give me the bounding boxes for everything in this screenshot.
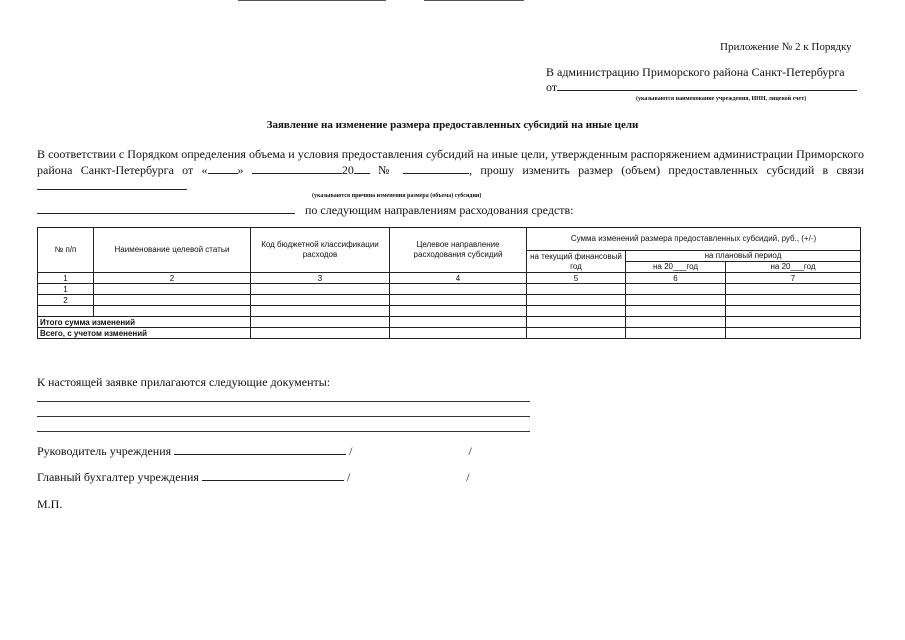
index-cell: 6 [626, 273, 726, 284]
table-cell[interactable] [390, 328, 527, 339]
total-with-label: Всего, с учетом изменений [38, 328, 251, 339]
table-cell[interactable] [251, 317, 390, 328]
scan-edge-line [424, 0, 524, 1]
index-cell: 4 [390, 273, 527, 284]
index-cell: 2 [94, 273, 251, 284]
order-number-blank[interactable] [403, 162, 469, 174]
quote-close: » [237, 163, 244, 177]
reason-hint: (указываются причина изменения размера (объема) субсидии) [312, 193, 482, 199]
table-cell[interactable] [527, 306, 626, 317]
year-prefix: 20 [341, 163, 354, 177]
table-cell[interactable] [626, 328, 726, 339]
date-day-blank[interactable] [208, 162, 238, 174]
total-changes-label: Итого сумма изменений [38, 317, 251, 328]
table-row [38, 284, 861, 295]
index-row [38, 273, 861, 284]
head-label: Руководитель учреждения [37, 444, 172, 458]
header-current-year: на текущий финансовый год [527, 251, 626, 273]
header-num: № п/п [38, 228, 94, 273]
table-cell[interactable] [527, 328, 626, 339]
reason-blank[interactable] [37, 178, 187, 190]
table-cell[interactable] [94, 284, 251, 295]
head-signature [37, 443, 472, 459]
table-row [38, 306, 861, 317]
date-month-blank[interactable] [252, 162, 342, 174]
header-sum: Сумма изменений размера предоставленных субсидий, руб., (+/-) [527, 228, 861, 251]
from-blank[interactable] [557, 80, 857, 91]
table-cell[interactable] [390, 306, 527, 317]
table-cell[interactable] [527, 295, 626, 306]
accountant-signature [37, 469, 470, 485]
index-cell: 5 [527, 273, 626, 284]
index-cell: 3 [251, 273, 390, 284]
table-cell[interactable] [38, 306, 94, 317]
table-cell[interactable] [94, 306, 251, 317]
from-hint: (указываются наименование учреждения, ИНН, лицевой счет) [636, 96, 807, 102]
table-cell[interactable] [626, 317, 726, 328]
attachment-line[interactable] [37, 401, 530, 402]
slash: / [349, 444, 353, 458]
addressee-line: В администрацию Приморского района Санкт-Петербурга [546, 65, 845, 79]
accountant-label: Главный бухгалтер учреждения [37, 470, 199, 484]
date-year-blank[interactable] [354, 162, 370, 174]
table-cell[interactable] [726, 284, 861, 295]
index-cell: 7 [726, 273, 861, 284]
total-changes-row [38, 317, 861, 328]
slash: / [466, 470, 470, 484]
table-cell[interactable] [626, 295, 726, 306]
document-title: Заявление на изменение размера предоставленных субсидий на иные цели [266, 119, 639, 131]
header-planned: на плановый период [626, 251, 861, 262]
table-cell[interactable] [726, 328, 861, 339]
attachments-label: К настоящей заявке прилагаются следующие документы: [37, 375, 331, 389]
number-sign: № [378, 163, 395, 177]
header-year-b: на 20___год [726, 262, 861, 273]
accountant-signature-blank[interactable] [202, 469, 344, 481]
table-cell[interactable] [626, 284, 726, 295]
intro-paragraph [37, 147, 864, 194]
accountant-name-blank[interactable] [353, 469, 463, 481]
row-number: 1 [38, 284, 94, 295]
table-cell[interactable] [527, 317, 626, 328]
intro-text-start: В соответствии с Порядком определения объема и условия предоставления субсидий на иные цели, утвержденным распоряжением администрации Приморского района Санкт-Петербурга от « [37, 147, 864, 177]
table-cell[interactable] [94, 295, 251, 306]
head-name-blank[interactable] [355, 443, 465, 455]
stamp-label: М.П. [37, 497, 63, 511]
header-year-a: на 20___год [626, 262, 726, 273]
table-cell[interactable] [726, 295, 861, 306]
reason-continuation [37, 201, 574, 219]
table-cell[interactable] [390, 317, 527, 328]
row-number: 2 [38, 295, 94, 306]
index-cell: 1 [38, 273, 94, 284]
attachment-line[interactable] [37, 431, 530, 432]
header-name: Наименование целевой статьи [94, 228, 251, 273]
directions-label: по следующим направлениям расходования средств: [305, 203, 574, 217]
table-cell[interactable] [726, 317, 861, 328]
table-cell[interactable] [251, 328, 390, 339]
table-cell[interactable] [726, 306, 861, 317]
intro-text-end: , прошу изменить размер (объем) предоставленных субсидий в связи [469, 163, 864, 177]
table-cell[interactable] [527, 284, 626, 295]
table-row [38, 295, 861, 306]
table-cell[interactable] [626, 306, 726, 317]
reason-blank-2[interactable] [37, 202, 295, 214]
head-signature-blank[interactable] [174, 443, 346, 455]
table-cell[interactable] [251, 295, 390, 306]
scan-edge-line [238, 0, 386, 1]
appendix-label: Приложение № 2 к Порядку [720, 41, 852, 53]
slash: / [468, 444, 472, 458]
table-cell[interactable] [251, 306, 390, 317]
from-field [546, 80, 857, 95]
table-cell[interactable] [390, 295, 527, 306]
header-purpose: Целевое направление расходования субсидий [390, 228, 527, 273]
from-label: от [546, 80, 558, 94]
total-with-row [38, 328, 861, 339]
attachment-line[interactable] [37, 416, 530, 417]
table-cell[interactable] [390, 284, 527, 295]
subsidy-table [37, 227, 861, 339]
header-code: Код бюджетной классификации расходов [251, 228, 390, 273]
slash: / [346, 470, 351, 484]
table-cell[interactable] [251, 284, 390, 295]
